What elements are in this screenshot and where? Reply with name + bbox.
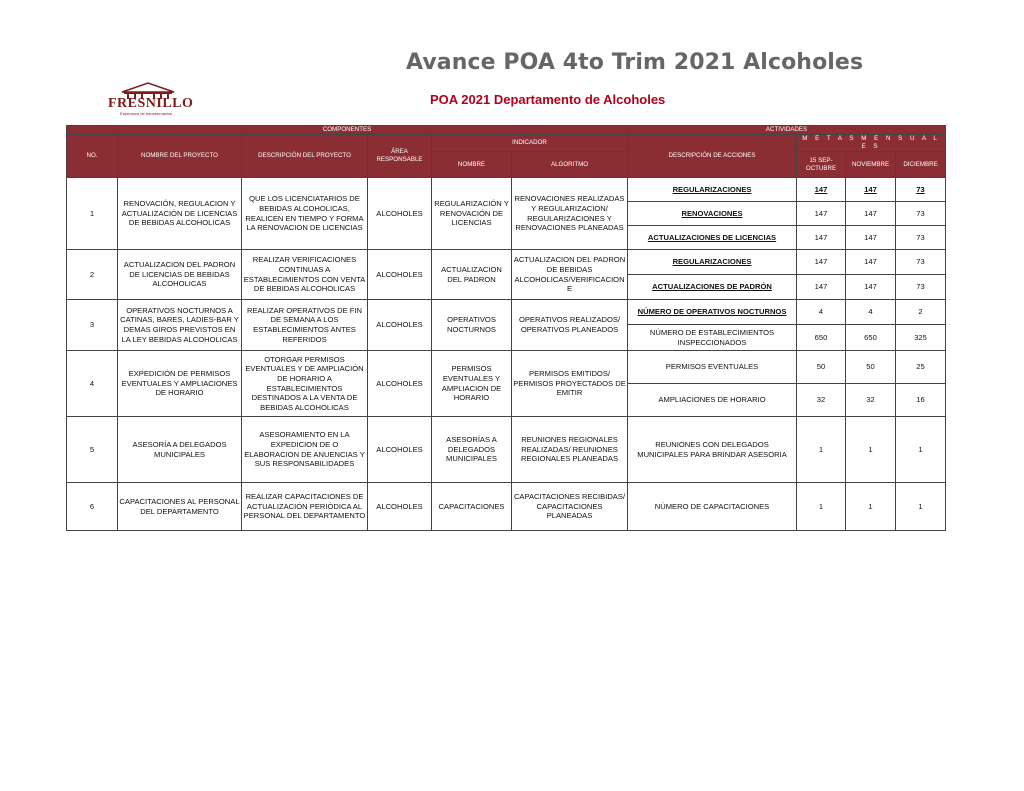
col-proyecto: NOMBRE DEL PROYECTO — [118, 135, 242, 178]
cell-no: 3 — [67, 300, 118, 351]
col-descripcion: DESCRIPCIÓN DEL PROYECTO — [242, 135, 368, 178]
cell-accion: NÚMERO DE ESTABLECIMIENTOS INSPECCIONADOS — [628, 325, 797, 351]
cell-meta-2: 147 — [846, 178, 896, 202]
cell-meta-3: 73 — [896, 250, 946, 275]
table-row — [67, 483, 946, 531]
cell-meta-3: 1 — [896, 417, 946, 483]
col-nombre: NOMBRE — [432, 152, 512, 178]
cell-area: ALCOHOLES — [368, 417, 432, 483]
cell-descripcion: ASESORAMIENTO EN LA EXPEDICION DE O ELABORACION DE ANUENCIAS Y SUS RESPONSABILIDADES — [242, 417, 368, 483]
cell-accion: REUNIONES CON DELEGADOS MUNICIPALES PARA BRINDAR ASESORIA — [628, 417, 797, 483]
cell-meta-1: 50 — [797, 351, 846, 384]
cell-no: 5 — [67, 417, 118, 483]
cell-proyecto: CAPACITACIONES AL PERSONAL DEL DEPARTAMENTO — [118, 483, 242, 531]
cell-meta-2: 650 — [846, 325, 896, 351]
cell-area: ALCOHOLES — [368, 351, 432, 417]
cell-meta-2: 32 — [846, 384, 896, 417]
cell-no: 4 — [67, 351, 118, 417]
cell-accion: ACTUALIZACIONES DE PADRÓN — [628, 275, 797, 300]
cell-meta-1: 147 — [797, 250, 846, 275]
cell-area: ALCOHOLES — [368, 250, 432, 300]
cell-accion: AMPLIACIONES DE HORARIO — [628, 384, 797, 417]
col-acciones: DESCRIPCIÓN DE ACCIONES — [628, 135, 797, 178]
col-m1: 15 SEP-OCTUBRE — [797, 152, 846, 178]
cell-algoritmo: CAPACITACIONES RECIBIDAS/ CAPACITACIONES PLANEADAS — [512, 483, 628, 531]
cell-meta-3: 1 — [896, 483, 946, 531]
table-row — [67, 351, 946, 384]
cell-descripcion: REALIZAR CAPACITACIONES DE ACTUALIZACIÓN PERIÓDICA AL PERSONAL DEL DEPARTAMENTO — [242, 483, 368, 531]
cell-accion: RENOVACIONES — [628, 202, 797, 226]
cell-descripcion: OTORGAR PERMISOS EVENTUALES Y DE AMPLIACIÓN DE HORARIO A ESTABLECIMIENTOS DESTINADOS A LA VENTA DE BEBIDAS ALCOHOLICAS — [242, 351, 368, 417]
cell-meta-3: 73 — [896, 202, 946, 226]
cell-meta-1: 32 — [797, 384, 846, 417]
cell-meta-3: 2 — [896, 300, 946, 325]
group-componentes: COMPONENTES — [67, 126, 628, 135]
group-indicador: INDICADOR — [432, 135, 628, 152]
col-m2: NOVIEMBRE — [846, 152, 896, 178]
cell-meta-1: 147 — [797, 226, 846, 250]
cell-meta-3: 73 — [896, 275, 946, 300]
table-row — [67, 417, 946, 483]
cell-meta-3: 73 — [896, 178, 946, 202]
cell-no: 1 — [67, 178, 118, 250]
cell-meta-3: 325 — [896, 325, 946, 351]
cell-meta-2: 147 — [846, 250, 896, 275]
cell-descripcion: REALIZAR OPERATIVOS DE FIN DE SEMANA A LOS ESTABLECIMIENTOS ANTES REFERIDOS — [242, 300, 368, 351]
cell-nombre: REGULARIZACIÓN Y RENOVACIÓN DE LICENCIAS — [432, 178, 512, 250]
page-title: Avance POA 4to Trim 2021 Alcoholes — [406, 50, 864, 75]
cell-descripcion: REALIZAR VERIFICACIONES CONTINUAS A ESTABLECIMIENTOS CON VENTA DE BEBIDAS ALCOHOLICAS — [242, 250, 368, 300]
cell-meta-3: 73 — [896, 226, 946, 250]
cell-meta-2: 1 — [846, 417, 896, 483]
cell-algoritmo: PERMISOS EMITIDOS/ PERMISOS PROYECTADOS DE EMITIR — [512, 351, 628, 417]
cell-meta-2: 4 — [846, 300, 896, 325]
table-row — [67, 250, 946, 275]
col-algoritmo: ALGORITMO — [512, 152, 628, 178]
cell-area: ALCOHOLES — [368, 483, 432, 531]
cell-meta-1: 147 — [797, 202, 846, 226]
cell-meta-1: 147 — [797, 178, 846, 202]
cell-proyecto: ACTUALIZACION DEL PADRON DE LICENCIAS DE BEBIDAS ALCOHOLICAS — [118, 250, 242, 300]
cell-area: ALCOHOLES — [368, 178, 432, 250]
cell-meta-2: 147 — [846, 275, 896, 300]
cell-nombre: ACTUALIZACION DEL PADRON — [432, 250, 512, 300]
cell-meta-2: 147 — [846, 226, 896, 250]
cell-meta-1: 147 — [797, 275, 846, 300]
cell-algoritmo: REUNIONES REGIONALES REALIZADAS/ REUNIONES REGIONALES PLANEADAS — [512, 417, 628, 483]
col-no: NO. — [67, 135, 118, 178]
cell-accion: NÚMERO DE OPERATIVOS NOCTURNOS — [628, 300, 797, 325]
cell-accion: REGULARIZACIONES — [628, 250, 797, 275]
logo-text: FRESNILLO — [108, 96, 194, 111]
cell-meta-1: 4 — [797, 300, 846, 325]
cell-nombre: ASESORÍAS A DELEGADOS MUNICIPALES — [432, 417, 512, 483]
cell-meta-2: 1 — [846, 483, 896, 531]
cell-proyecto: RENOVACIÓN, REGULACION Y ACTUALIZACIÓN DE LICENCIAS DE BEBIDAS ALCOHOLICAS — [118, 178, 242, 250]
group-actividades: ACTIVIDADES — [628, 126, 946, 135]
cell-algoritmo: RENOVACIONES REALIZADAS Y REGULARIZACION/ REGULARIZACIONES Y RENOVACIONES PLANEADAS — [512, 178, 628, 250]
cell-algoritmo: OPERATIVOS REALIZADOS/ OPERATIVOS PLANEADOS — [512, 300, 628, 351]
cell-area: ALCOHOLES — [368, 300, 432, 351]
col-m3: DICIEMBRE — [896, 152, 946, 178]
cell-proyecto: OPERATIVOS NOCTURNOS A CATINAS, BARES, LADIES-BAR Y DEMAS GIROS PREVISTOS EN LA LEY BEBIDAS ALCOHOLICAS — [118, 300, 242, 351]
cell-accion: PERMISOS EVENTUALES — [628, 351, 797, 384]
group-metas: M E T A S M E N S U A L E S — [797, 135, 946, 152]
cell-meta-3: 25 — [896, 351, 946, 384]
logo-tagline: Esperanza de transformación — [120, 111, 173, 116]
table-row — [67, 178, 946, 202]
cell-proyecto: EXPEDICIÓN DE PERMISOS EVENTUALES Y AMPLIACIONES DE HORARIO — [118, 351, 242, 417]
poa-table — [66, 125, 946, 531]
cell-meta-1: 1 — [797, 483, 846, 531]
cell-nombre: CAPACITACIONES — [432, 483, 512, 531]
table-row — [67, 300, 946, 325]
cell-descripcion: QUE LOS LICENCIATARIOS DE BEBIDAS ALCOHOLICAS, REALICEN EN TIEMPO Y FORMA LA RENOVACION DE LICENCIAS — [242, 178, 368, 250]
cell-meta-3: 16 — [896, 384, 946, 417]
cell-algoritmo: ACTUALIZACION DEL PADRON DE BEBIDAS ALCOHOLICAS/VERIFICACION E — [512, 250, 628, 300]
cell-accion: REGULARIZACIONES — [628, 178, 797, 202]
cell-proyecto: ASESORÍA A DELEGADOS MUNICIPALES — [118, 417, 242, 483]
cell-meta-1: 1 — [797, 417, 846, 483]
cell-no: 2 — [67, 250, 118, 300]
col-area: ÁREA RESPONSABLE — [368, 135, 432, 178]
cell-meta-2: 50 — [846, 351, 896, 384]
page-subtitle: POA 2021 Departamento de Alcoholes — [430, 92, 666, 107]
cell-no: 6 — [67, 483, 118, 531]
cell-accion: ACTUALIZACIONES DE LICENCIAS — [628, 226, 797, 250]
cell-nombre: PERMISOS EVENTUALES Y AMPLIACION DE HORARIO — [432, 351, 512, 417]
cell-accion: NÚMERO DE CAPACITACIONES — [628, 483, 797, 531]
cell-meta-1: 650 — [797, 325, 846, 351]
cell-nombre: OPERATIVOS NOCTURNOS — [432, 300, 512, 351]
cell-meta-2: 147 — [846, 202, 896, 226]
